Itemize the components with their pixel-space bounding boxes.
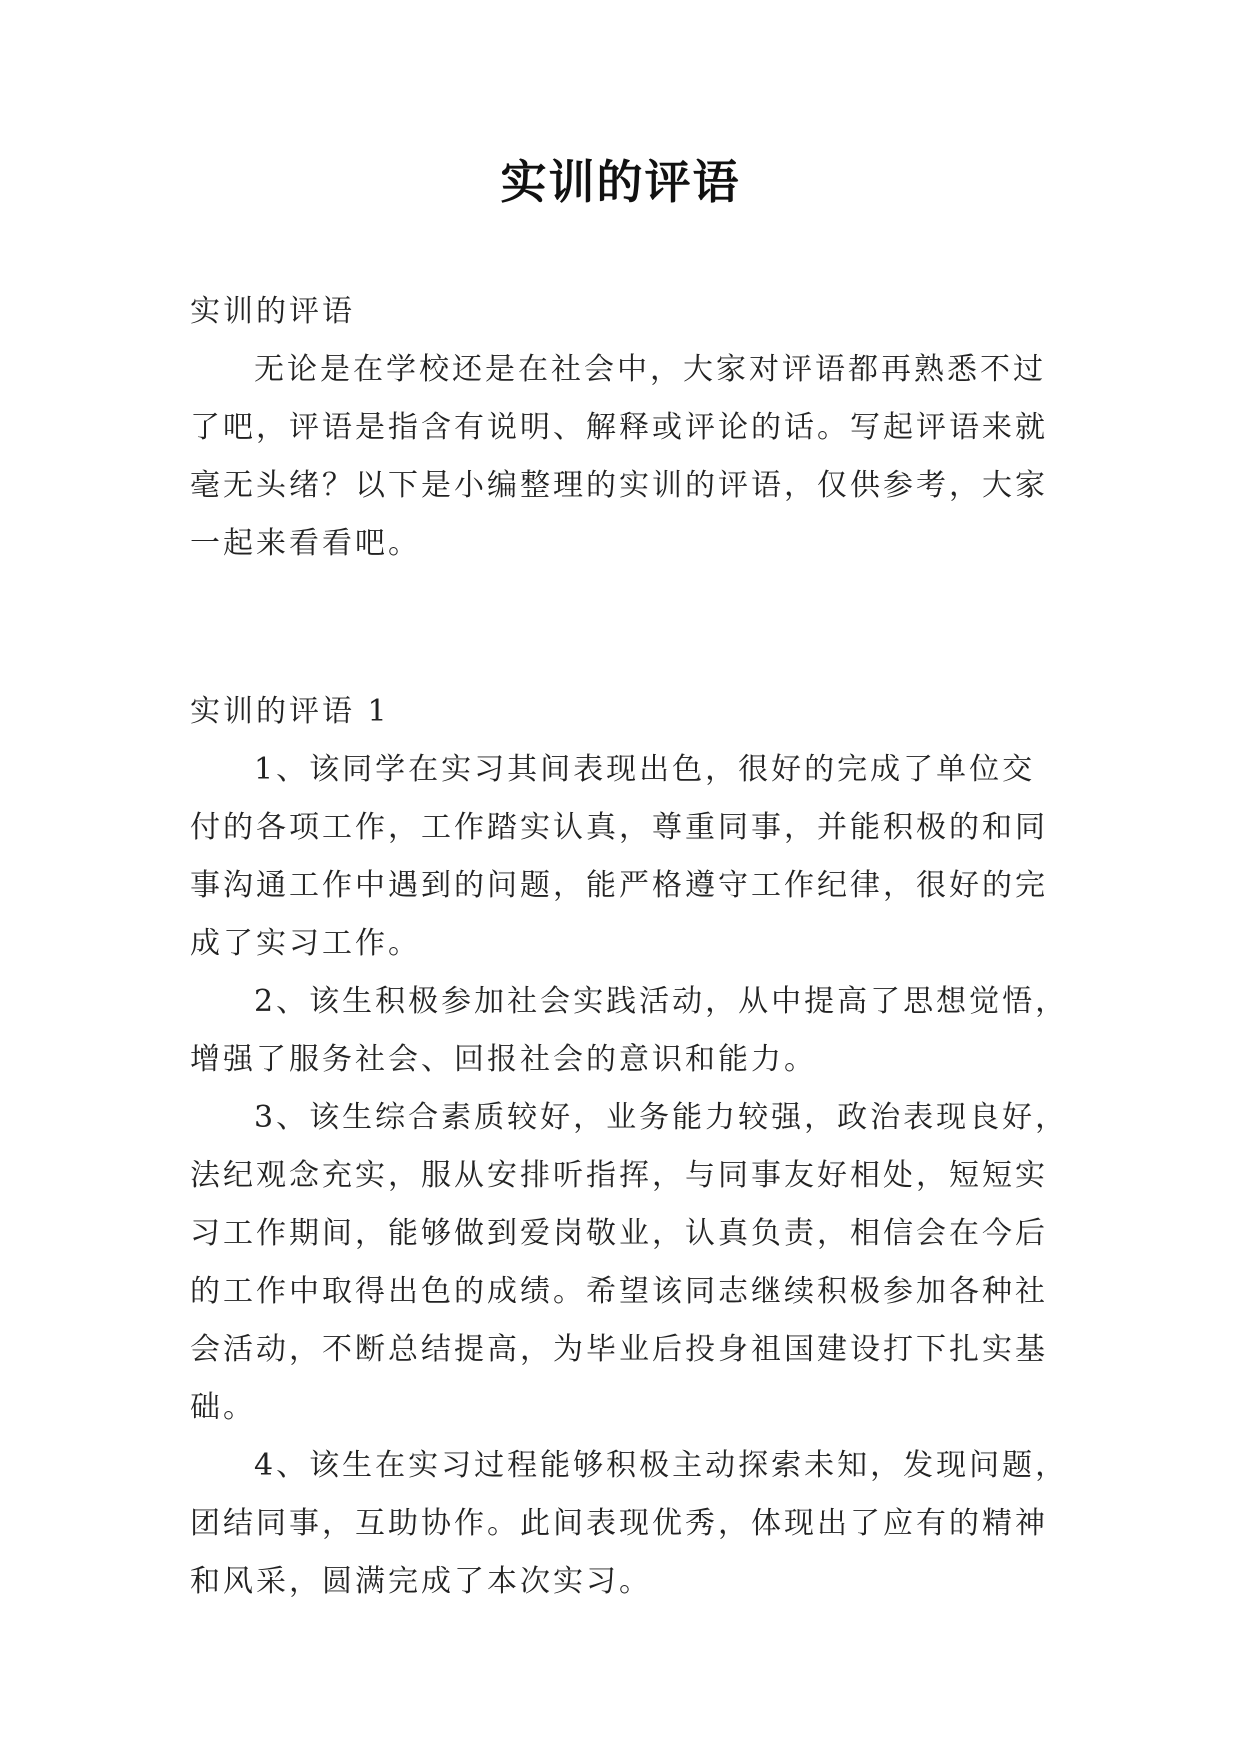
comment-item-1 bbox=[190, 741, 1060, 973]
intro-line: 一起来看看吧。 bbox=[190, 526, 421, 561]
comment-line: 增强了服务社会、回报社会的意识和能力。 bbox=[190, 1042, 817, 1077]
section-spacer bbox=[190, 573, 1060, 683]
comment-line: 4、该生在实习过程能够积极主动探索未知，发现问题， bbox=[254, 1448, 1069, 1483]
comment-item-2 bbox=[190, 973, 1069, 1089]
comment-line: 1、该同学在实习其间表现出色，很好的完成了单位交 bbox=[254, 752, 1036, 787]
intro-line: 毫无头绪？以下是小编整理的实训的评语，仅供参考，大家 bbox=[190, 468, 1048, 503]
comment-item-4 bbox=[190, 1437, 1069, 1611]
comment-item-3 bbox=[190, 1089, 1069, 1437]
comment-line: 团结同事，互助协作。此间表现优秀，体现出了应有的精神 bbox=[190, 1506, 1048, 1541]
intro-line: 了吧，评语是指含有说明、解释或评论的话。写起评语来就 bbox=[190, 410, 1048, 445]
comment-line: 的工作中取得出色的成绩。希望该同志继续积极参加各种社 bbox=[190, 1274, 1048, 1309]
comment-line: 事沟通工作中遇到的问题，能严格遵守工作纪律，很好的完 bbox=[190, 868, 1048, 903]
subtitle: 实训的评语 bbox=[190, 294, 355, 329]
comment-line: 3、该生综合素质较好，业务能力较强，政治表现良好， bbox=[254, 1100, 1069, 1135]
comment-line: 习工作期间，能够做到爱岗敬业，认真负责，相信会在今后 bbox=[190, 1216, 1048, 1251]
intro-line: 无论是在学校还是在社会中，大家对评语都再熟悉不过 bbox=[254, 352, 1046, 387]
comment-line: 础。 bbox=[190, 1390, 256, 1425]
document-title: 实训的评语 bbox=[500, 155, 741, 209]
comment-line: 成了实习工作。 bbox=[190, 926, 421, 961]
document-body bbox=[190, 283, 1069, 1611]
comment-line: 法纪观念充实，服从安排听指挥，与同事友好相处，短短实 bbox=[190, 1158, 1048, 1193]
comment-line: 2、该生积极参加社会实践活动，从中提高了思想觉悟， bbox=[254, 984, 1069, 1019]
comment-line: 付的各项工作，工作踏实认真，尊重同事，并能积极的和同 bbox=[190, 810, 1048, 845]
comment-line: 和风采，圆满完成了本次实习。 bbox=[190, 1564, 652, 1599]
intro-paragraph bbox=[190, 341, 1060, 573]
comment-line: 会活动，不断总结提高，为毕业后投身祖国建设打下扎实基 bbox=[190, 1332, 1048, 1367]
section-heading: 实训的评语 1 bbox=[190, 694, 390, 729]
